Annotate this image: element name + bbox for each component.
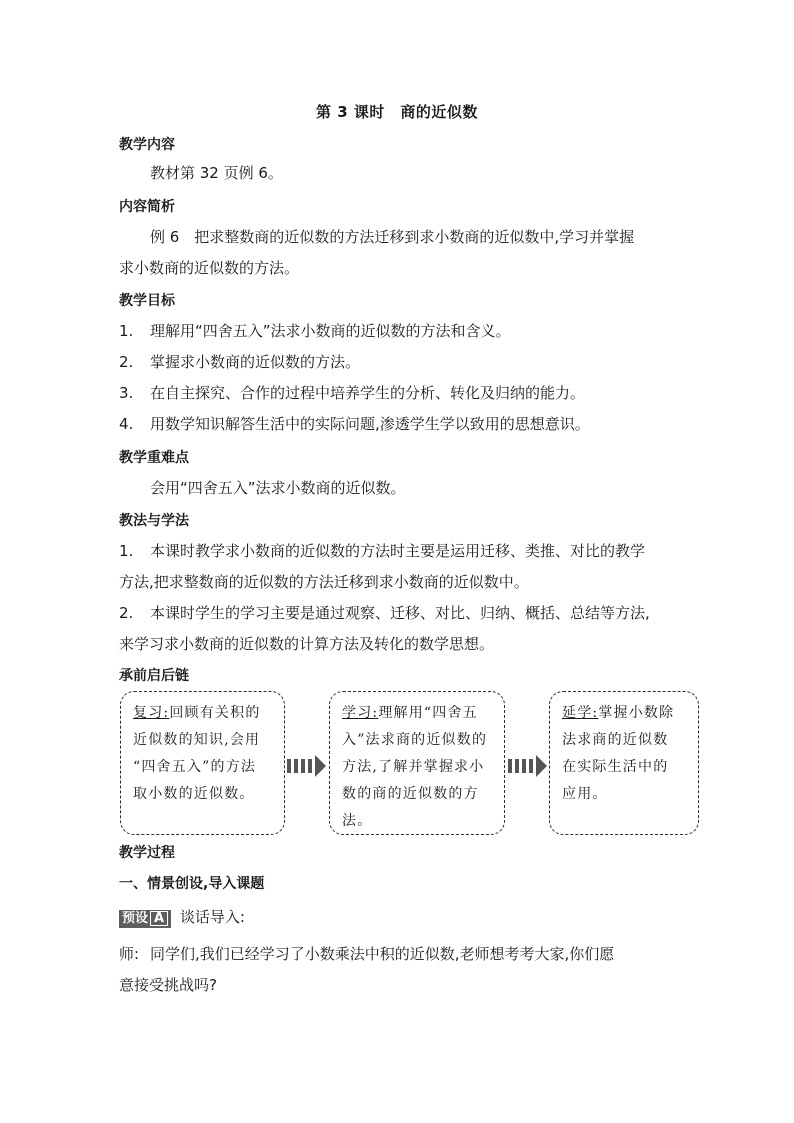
box-label: 延学: [562, 705, 599, 721]
method-1-line-2: 方法,把求整数商的近似数的方法迁移到求小数商的近似数中。 [119, 573, 529, 591]
review-box [120, 691, 285, 835]
goal-item [119, 383, 689, 403]
goal-text: 用数学知识解答生活中的实际问题,渗透学生学以致用的思想意识。 [150, 415, 590, 433]
goal-number: 1. [119, 322, 134, 340]
preset-badge: 预设 A [119, 910, 171, 928]
heading-content: 教学内容 [119, 137, 175, 153]
box-line: 数的商的近似数的方 [342, 786, 479, 802]
learn-box [329, 691, 505, 835]
box-label: 学习: [342, 705, 379, 721]
goal-text: 理解用“四舍五入”法求小数商的近似数的方法和含义。 [150, 322, 511, 340]
goal-number: 4. [119, 415, 134, 433]
box-line: 应用。 [562, 786, 608, 802]
box-line: 在实际生活中的 [562, 759, 669, 775]
heading-goals: 教学目标 [119, 293, 175, 309]
box-line: 入”法求商的近似数的 [342, 732, 488, 748]
teacher-label: 师: [119, 945, 140, 963]
teacher-line-1 [119, 944, 689, 964]
analysis-line-1: 例 6 把求整数商的近似数的方法迁移到求小数商的近似数中,学习并掌握 [150, 228, 635, 246]
method-1-line-1 [119, 541, 689, 561]
method-number: 1. [119, 542, 134, 560]
key-text: 会用“四舍五入”法求小数商的近似数。 [150, 479, 406, 497]
heading-part-1: 一、情景创设,导入课题 [119, 876, 265, 892]
lesson-title: 第 3 课时 商的近似数 [316, 103, 478, 121]
method-text: 本课时学生的学习主要是通过观察、迁移、对比、归纳、概括、总结等方法, [150, 604, 650, 622]
preset-letter: A [150, 911, 168, 926]
box-line: 学习:理解用“四舍五 [342, 705, 478, 721]
method-2-line-2: 来学习求小数商的近似数的计算方法及转化的数学思想。 [119, 635, 495, 653]
preset-line [119, 907, 689, 928]
heading-methods: 教法与学法 [119, 513, 189, 529]
box-line: “四舍五入”的方法 [133, 759, 257, 775]
box-line: 法求商的近似数 [562, 732, 669, 748]
box-line: 方法,了解并掌握求小 [342, 759, 485, 775]
box-label: 复习: [133, 705, 170, 721]
arrow-icon [287, 755, 327, 777]
content-text: 教材第 32 页例 6。 [150, 164, 283, 182]
method-text: 本课时教学求小数商的近似数的方法时主要是运用迁移、类推、对比的教学 [150, 542, 646, 560]
goal-number: 2. [119, 353, 134, 371]
goal-text: 掌握求小数商的近似数的方法。 [150, 353, 361, 371]
goal-item [119, 352, 689, 372]
heading-chain: 承前启后链 [119, 668, 189, 684]
arrow-icon [508, 755, 548, 777]
box-line: 法。 [342, 813, 373, 829]
heading-process: 教学过程 [119, 845, 175, 861]
goal-item [119, 414, 689, 434]
teacher-line-2: 意接受挑战吗? [119, 976, 217, 994]
goal-number: 3. [119, 384, 134, 402]
extend-box [549, 691, 699, 835]
goal-text: 在自主探究、合作的过程中培养学生的分析、转化及归纳的能力。 [150, 384, 586, 402]
teacher-text: 同学们,我们已经学习了小数乘法中积的近似数,老师想考考大家,你们愿 [150, 945, 615, 963]
box-line: 延学:掌握小数除 [562, 705, 675, 721]
method-2-line-1 [119, 603, 689, 623]
method-number: 2. [119, 604, 134, 622]
analysis-line-2: 求小数商的近似数的方法。 [119, 259, 300, 277]
heading-analysis: 内容简析 [119, 199, 175, 215]
heading-key-points: 教学重难点 [119, 450, 189, 466]
box-line: 复习:回顾有关积的 [133, 705, 261, 721]
goal-item [119, 321, 689, 341]
preset-text: 谈话导入: [179, 908, 245, 926]
box-line: 近似数的知识,会用 [133, 732, 261, 748]
box-line: 取小数的近似数。 [133, 786, 255, 802]
